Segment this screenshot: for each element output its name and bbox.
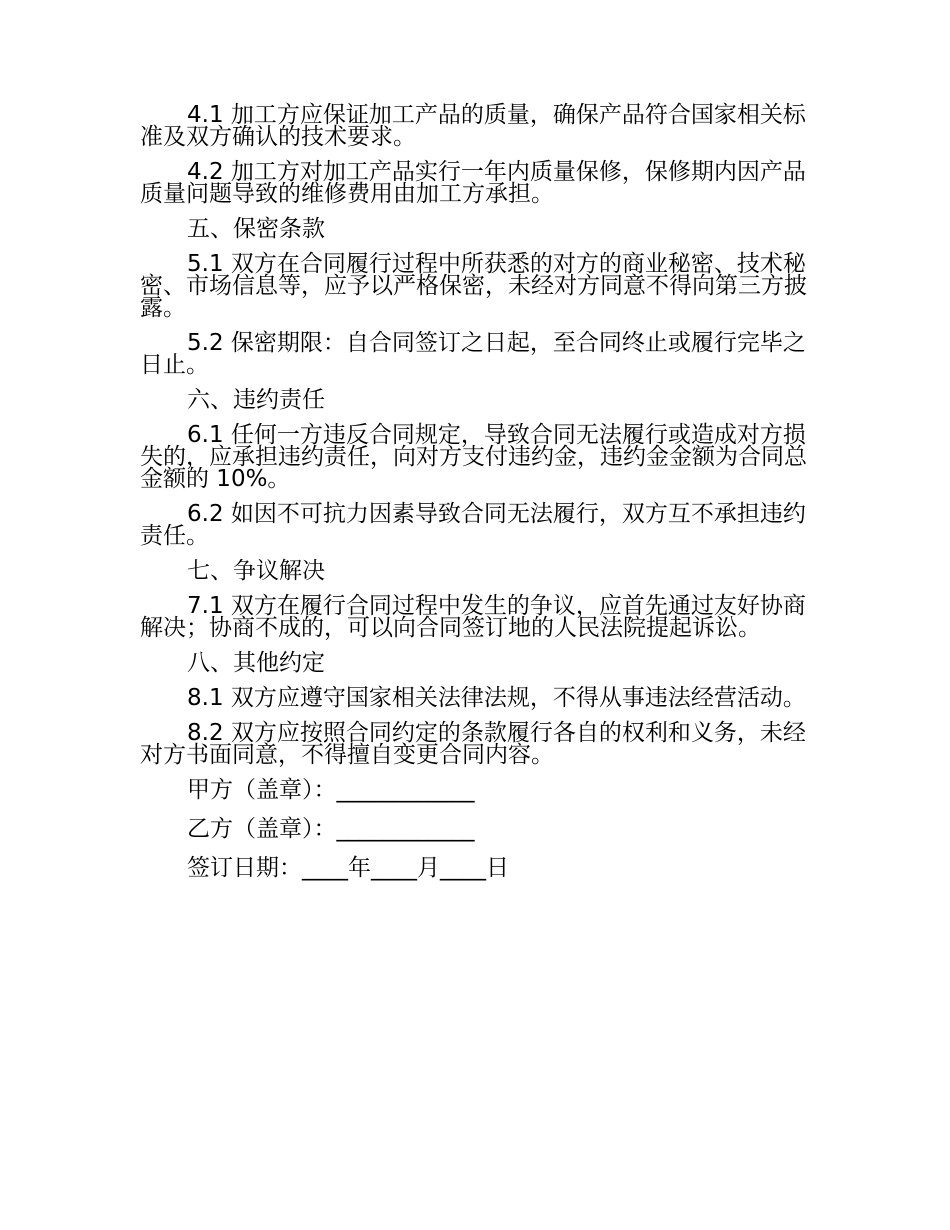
clause-5-1: 5.1 双方在合同履行过程中所获悉的对方的商业秘密、技术秘密、市场信息等，应予以严格保密，未经对方同意不得向第三方披露。: [140, 251, 807, 321]
section-heading-dispute: 七、争议解决: [187, 558, 325, 584]
section-heading-other: 八、其他约定: [187, 650, 325, 676]
party-a-signature-line: 甲方（盖章）：____________: [187, 777, 475, 803]
clause-6-1: 6.1 任何一方违反合同规定，导致合同无法履行或造成对方损失的，应承担违约责任，向对方支付违约金，违约金金额为合同总金额的 10%。: [140, 422, 807, 492]
clause-6-2: 6.2 如因不可抗力因素导致合同无法履行，双方互不承担违约责任。: [140, 501, 806, 549]
section-heading-confidentiality: 五、保密条款: [187, 216, 325, 242]
contract-page: [140, 104, 810, 896]
clause-7-1: 7.1 双方在履行合同过程中发生的争议，应首先通过友好协商解决；协商不成的，可以向合同签订地的人民法院提起诉讼。: [140, 593, 806, 641]
sign-date-line: 签订日期：____年____月____日: [187, 855, 509, 881]
clause-8-1: 8.1 双方应遵守国家相关法律法规，不得从事违法经营活动。: [187, 685, 806, 711]
clause-5-2: 5.2 保密期限：自合同签订之日起，至合同终止或履行完毕之日止。: [140, 330, 806, 378]
clause-4-1: 4.1 加工方应保证加工产品的质量，确保产品符合国家相关标准及双方确认的技术要求。: [140, 102, 806, 150]
section-heading-liability: 六、违约责任: [187, 387, 325, 413]
clause-8-2: 8.2 双方应按照合同约定的条款履行各自的权利和义务，未经对方书面同意，不得擅自变更合同内容。: [140, 720, 806, 768]
clause-4-2: 4.2 加工方对加工产品实行一年内质量保修，保修期内因产品质量问题导致的维修费用由加工方承担。: [140, 159, 806, 207]
party-b-signature-line: 乙方（盖章）：____________: [187, 816, 475, 842]
